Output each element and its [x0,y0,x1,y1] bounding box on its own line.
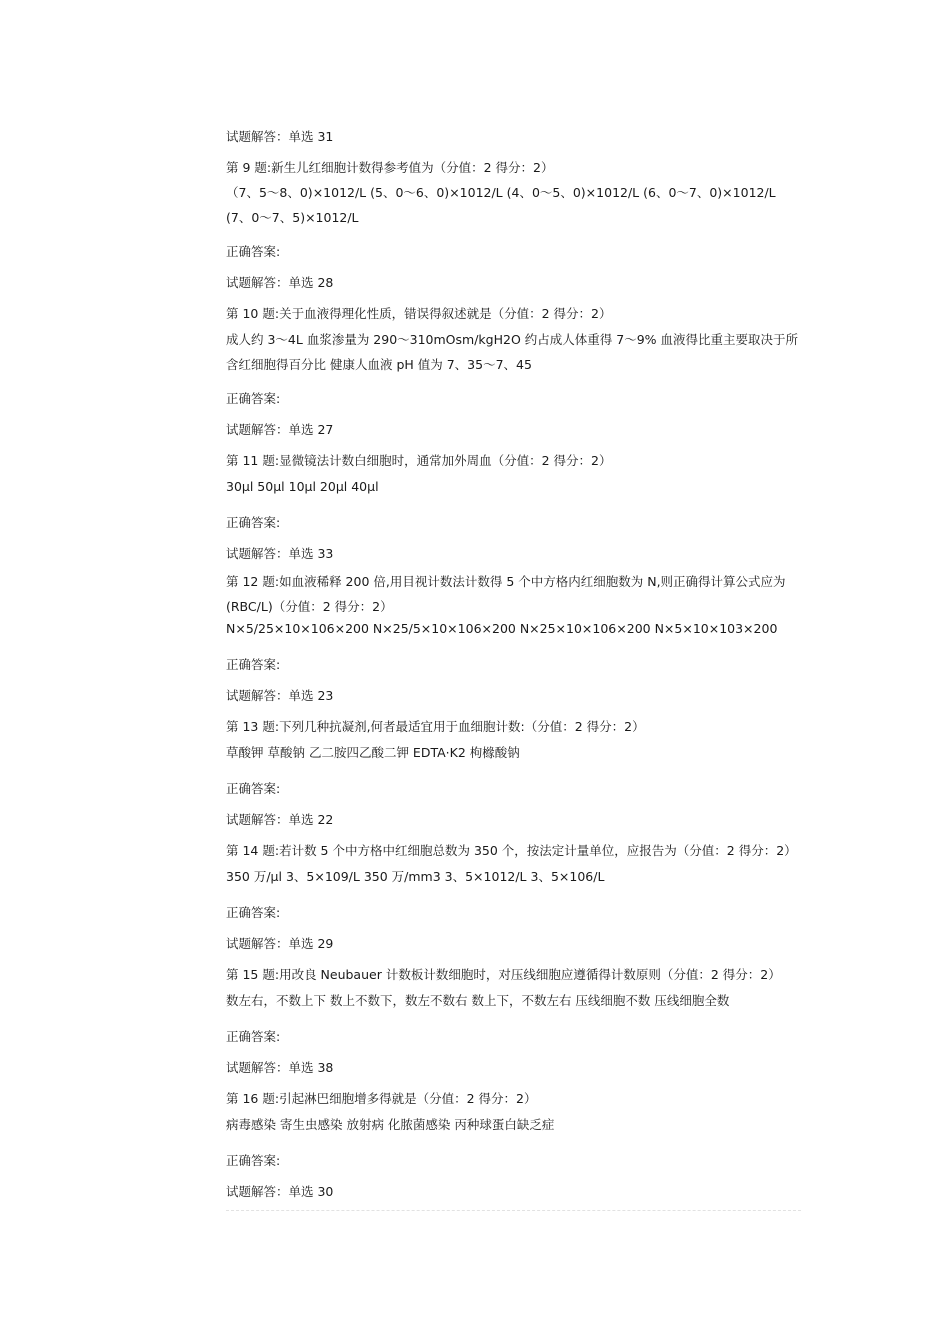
question-16-options: 病毒感染 寄生虫感染 放射病 化脓菌感染 丙种球蛋白缺乏症 [226,1117,555,1132]
question-14-correct-answer: 正确答案: [226,905,281,920]
question-13-explanation: 试题解答：单选 22 [226,812,334,827]
question-10-stem: 第 10 题:关于血液得理化性质，错误得叙述就是（分值：2 得分：2） [226,306,612,321]
question-10-explanation: 试题解答：单选 27 [226,422,334,437]
question-14-stem: 第 14 题:若计数 5 个中方格中红细胞总数为 350 个，按法定计量单位，应报告为（分值：2 得分：2） [226,843,797,858]
question-14-explanation: 试题解答：单选 29 [226,936,334,951]
question-11-explanation: 试题解答：单选 33 [226,546,334,561]
question-15-stem: 第 15 题:用改良 Neubauer 计数板计数细胞时，对压线细胞应遵循得计数原则（分值：2 得分：2） [226,967,781,982]
question-12-stem: 第 12 题:如血液稀释 200 倍,用目视计数法计数得 5 个中方格内红细胞数为 N,则正确得计算公式应为(RBC/L)（分值：2 得分：2） [226,574,786,614]
question-15-options: 数左右，不数上下 数上不数下，数左不数右 数上下，不数左右 压线细胞不数 压线细胞全数 [226,993,730,1008]
question-11-stem: 第 11 题:显微镜法计数白细胞时，通常加外周血（分值：2 得分：2） [226,453,612,468]
question-15-correct-answer: 正确答案: [226,1029,281,1044]
question-13-correct-answer: 正确答案: [226,781,281,796]
question-11-correct-answer: 正确答案: [226,515,281,530]
question-16-explanation: 试题解答：单选 30 [226,1184,334,1199]
question-9-explanation: 试题解答：单选 28 [226,275,334,290]
question-13-stem: 第 13 题:下列几种抗凝剂,何者最适宜用于血细胞计数:（分值：2 得分：2） [226,719,645,734]
question-10-options: 成人约 3～4L 血浆渗量为 290～310mOsm/kgH2O 约占成人体重得 7～9% 血液得比重主要取决于所含红细胞得百分比 健康人血液 pH 值为 7、35～7、45 [226,332,798,372]
question-10-correct-answer: 正确答案: [226,391,281,406]
question-14-options: 350 万/μl 3、5×109/L 350 万/mm3 3、5×1012/L 3、5×106/L [226,869,605,884]
document-body [226,127,801,1201]
answer-explanation-q8: 试题解答：单选 31 [226,129,334,144]
question-12-explanation: 试题解答：单选 23 [226,688,334,703]
question-9-correct-answer: 正确答案: [226,244,281,259]
page-divider [226,1210,801,1211]
question-9-stem: 第 9 题:新生儿红细胞计数得参考值为（分值：2 得分：2） [226,160,554,175]
question-13-options: 草酸钾 草酸钠 乙二胺四乙酸二钾 EDTA·K2 枸橼酸钠 [226,745,520,760]
question-11-options: 30μl 50μl 10μl 20μl 40μl [226,479,379,494]
question-15-explanation: 试题解答：单选 38 [226,1060,334,1075]
question-16-correct-answer: 正确答案: [226,1153,281,1168]
question-12-correct-answer: 正确答案: [226,657,281,672]
question-16-stem: 第 16 题:引起淋巴细胞增多得就是（分值：2 得分：2） [226,1091,537,1106]
question-9-options: （7、5～8、0)×1012/L (5、0～6、0)×1012/L (4、0～5、0)×1012/L (6、0～7、0)×1012/L (7、0～7、5)×1012/L [226,185,776,225]
question-12-options: N×5/25×10×106×200 N×25/5×10×106×200 N×25×10×106×200 N×5×10×103×200 [226,621,778,636]
